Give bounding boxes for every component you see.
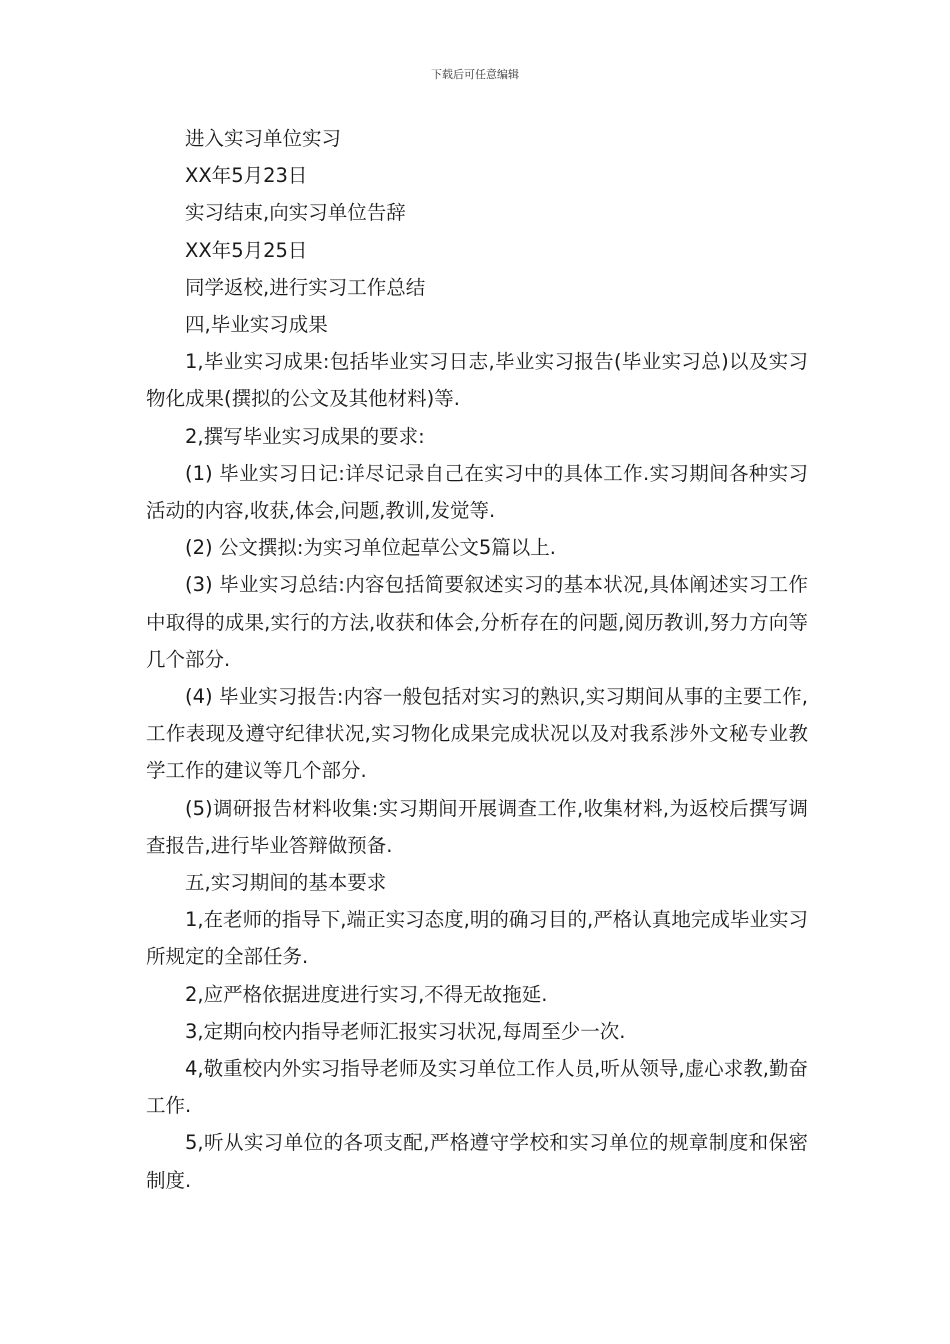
paragraph: 4,敬重校内外实习指导老师及实习单位工作人员,听从领导,虚心求教,勤奋工作. [146,1057,808,1118]
paragraph: 3,定期向校内指导老师汇报实习状况,每周至少一次. [185,1019,626,1043]
paragraph: XX年5月25日 [185,238,308,262]
page-header: 下载后可任意编辑 [431,68,519,81]
paragraph: XX年5月23日 [185,164,308,188]
section-heading: 四,毕业实习成果 [185,313,328,337]
paragraph: 2,撰写毕业实习成果的要求: [185,424,425,448]
paragraph: (2) 公文撰拟:为实习单位起草公文5篇以上. [185,536,556,560]
paragraph: 1,在老师的指导下,端正实习态度,明的确习目的,严格认真地完成毕业实习所规定的全部任务. [146,908,808,969]
paragraph: 实习结束,向实习单位告辞 [185,201,406,225]
paragraph: (3) 毕业实习总结:内容包括简要叙述实习的基本状况,具体阐述实习工作中取得的成果,实行的方法,收获和体会,分析存在的问题,阅历教训,努力方向等几个部分. [146,573,808,671]
paragraph: 1,毕业实习成果:包括毕业实习日志,毕业实习报告(毕业实习总)以及实习物化成果(撰拟的公文及其他材料)等. [146,350,808,411]
paragraph: 进入实习单位实习 [185,127,342,150]
paragraph: (5)调研报告材料收集:实习期间开展调查工作,收集材料,为返校后撰写调查报告,进行毕业答辩做预备. [146,796,808,857]
document-body [146,120,808,1199]
paragraph: (4) 毕业实习报告:内容一般包括对实习的熟识,实习期间从事的主要工作,工作表现及遵守纪律状况,实习物化成果完成状况以及对我系涉外文秘专业教学工作的建议等几个部分. [146,685,808,783]
section-heading: 五,实习期间的基本要求 [185,871,387,895]
paragraph: 5,听从实习单位的各项支配,严格遵守学校和实习单位的规章制度和保密制度. [146,1131,808,1192]
paragraph: 同学返校,进行实习工作总结 [185,275,426,299]
paragraph: (1) 毕业实习日记:详尽记录自己在实习中的具体工作.实习期间各种实习活动的内容,收获,体会,问题,教训,发觉等. [146,461,808,523]
paragraph: 2,应严格依据进度进行实习,不得无故拖延. [185,982,548,1006]
